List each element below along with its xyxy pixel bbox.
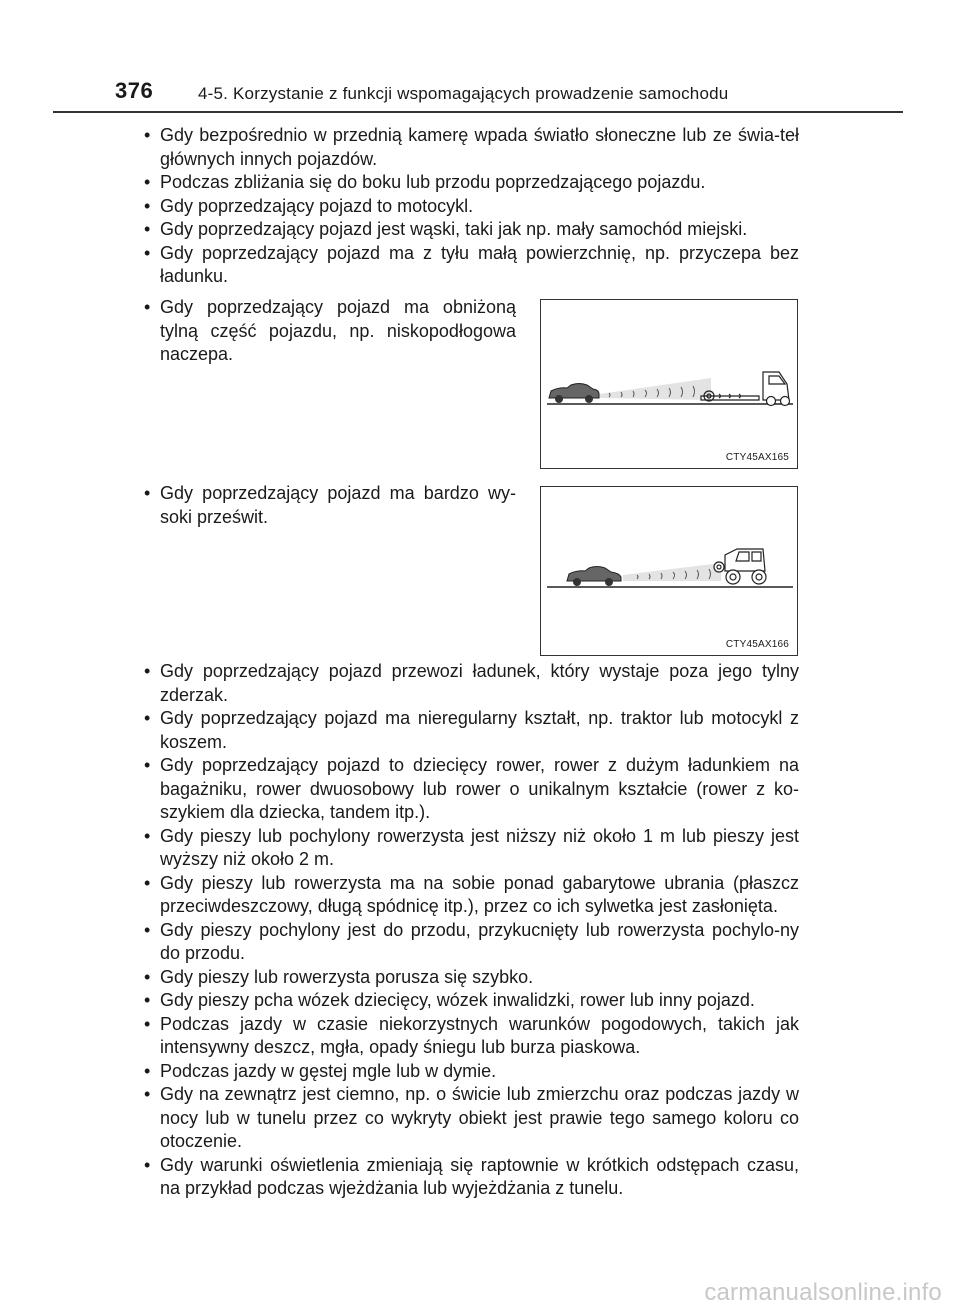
figure-code: CTY45AX165 [725,452,789,463]
watermark: carmanualsonline.info [704,1279,942,1306]
chapter-title: 4-5. Korzystanie z funkcji wspomagających prowadzenie samochodu [198,84,729,103]
list-item: • Gdy pieszy pochylony jest do przodu, przykucnięty lub rowerzysta pochylo-ny do przodu. [143,919,799,966]
car-truck-illustration [541,300,797,468]
list-item: • Gdy poprzedzający pojazd ma nieregularny kształt, np. traktor lub motocykl z koszem. [143,707,799,754]
list-item: • Gdy poprzedzający pojazd to motocykl. [143,195,799,219]
list-item: • Gdy pieszy lub rowerzysta porusza się szybko. [143,966,799,990]
figure-1-caption: • Gdy poprzedzający pojazd ma obniżoną tylną część pojazdu, np. niskopodłogowa naczepa. [143,296,516,367]
list-item: • Gdy pieszy pcha wózek dziecięcy, wózek inwalidzki, rower lub inny pojazd. [143,989,799,1013]
list-item: • Gdy warunki oświetlenia zmieniają się raptownie w krótkich odstępach czasu, na przykład podczas wjeżdżania lub wyjeżdżania z tunelu. [143,1154,799,1201]
illustration-low-trailer [540,299,798,469]
list-item: • Gdy na zewnątrz jest ciemno, np. o świcie lub zmierzchu oraz podczas jazdy w nocy lub w tunelu przez co wykryty obiekt jest prawie tego samego koloru co otoczenie. [143,1083,799,1154]
list-item: • Podczas jazdy w gęstej mgle lub w dymie. [143,1060,799,1084]
conditions-list-top [143,124,799,289]
car-icon [567,567,621,587]
figure-2-caption: • Gdy poprzedzający pojazd ma bardzo wy-soki prześwit. [143,482,516,529]
list-item: • Podczas jazdy w czasie niekorzystnych warunków pogodowych, takich jak intensywny deszcz, mgła, opady śniegu lub burza piaskowa. [143,1013,799,1060]
list-item: • Gdy poprzedzający pojazd to dziecięcy rower, rower z dużym ładunkiem na bagażniku, rower dwuosobowy lub rower o unikalnym kształcie (rower z ko-szykiem dla dziecka, tandem itp.). [143,754,799,825]
figure-code: CTY45AX166 [725,639,789,650]
header-rule [53,111,903,113]
page-header [0,0,960,120]
list-item: • Gdy pieszy lub pochylony rowerzysta jest niższy niż około 1 m lub pieszy jest wyższy niż około 2 m. [143,825,799,872]
list-item: • Podczas zbliżania się do boku lub przodu poprzedzającego pojazdu. [143,171,799,195]
truck-icon [701,372,790,406]
figure-2-caption-list [143,482,516,529]
page-number: 376 [115,78,154,103]
illustration-high-clearance [540,486,798,656]
car-icon [549,384,599,404]
list-item: • Gdy poprzedzający pojazd jest wąski, taki jak np. mały samochód miejski. [143,218,799,242]
list-item: • Gdy poprzedzający pojazd ma z tyłu małą powierzchnię, np. przyczepa bez ładunku. [143,242,799,289]
list-item: • Gdy bezpośrednio w przednią kamerę wpada światło słoneczne lub ze świa-teł głównych innych pojazdów. [143,124,799,171]
list-item: • Gdy poprzedzający pojazd przewozi ładunek, który wystaje poza jego tylny zderzak. [143,660,799,707]
list-item: • Gdy pieszy lub rowerzysta ma na sobie ponad gabarytowe ubrania (płaszcz przeciwdeszczowy, długą spódnicę itp.), przez co ich sylwetka jest zasłonięta. [143,872,799,919]
figure-1-caption-list [143,296,516,367]
car-suv-illustration [541,487,797,655]
conditions-list-bottom [143,660,799,1201]
suv-icon [714,549,766,584]
